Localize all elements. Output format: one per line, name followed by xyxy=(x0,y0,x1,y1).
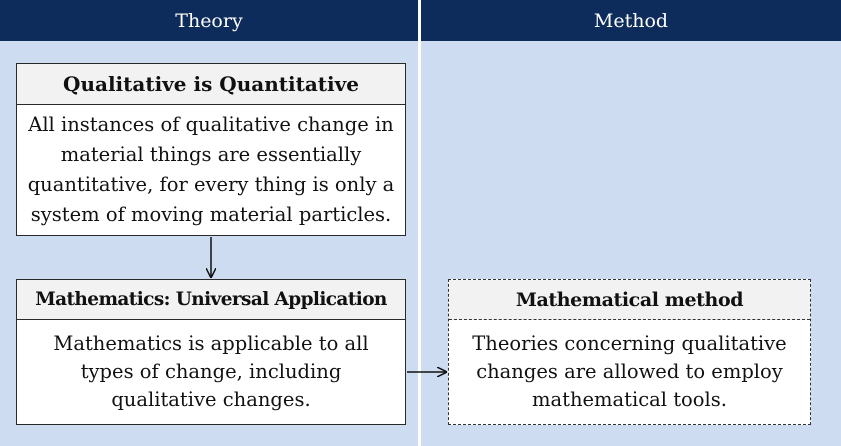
mathematics-card-title: Mathematics: Universal Application xyxy=(17,280,405,320)
mathematics-universal-application-card xyxy=(16,279,406,425)
qualitative-card-title: Qualitative is Quantitative xyxy=(17,64,405,105)
method-column-header: Method xyxy=(421,0,841,41)
theory-column-header: Theory xyxy=(0,0,418,41)
method-card-body: Theories concerning qualitative changes are allowed to employ mathematical tools. xyxy=(472,331,787,411)
method-card-title: Mathematical method xyxy=(449,280,810,320)
mathematics-card-body: Mathematics is applicable to all types of change, including qualitative changes. xyxy=(53,331,369,411)
mathematical-method-card xyxy=(448,279,811,425)
qualitative-is-quantitative-card xyxy=(16,63,406,236)
qualitative-card-body: All instances of qualitative change in material things are essentially quantitative, for every thing is only a system of moving material particles. xyxy=(27,112,395,226)
